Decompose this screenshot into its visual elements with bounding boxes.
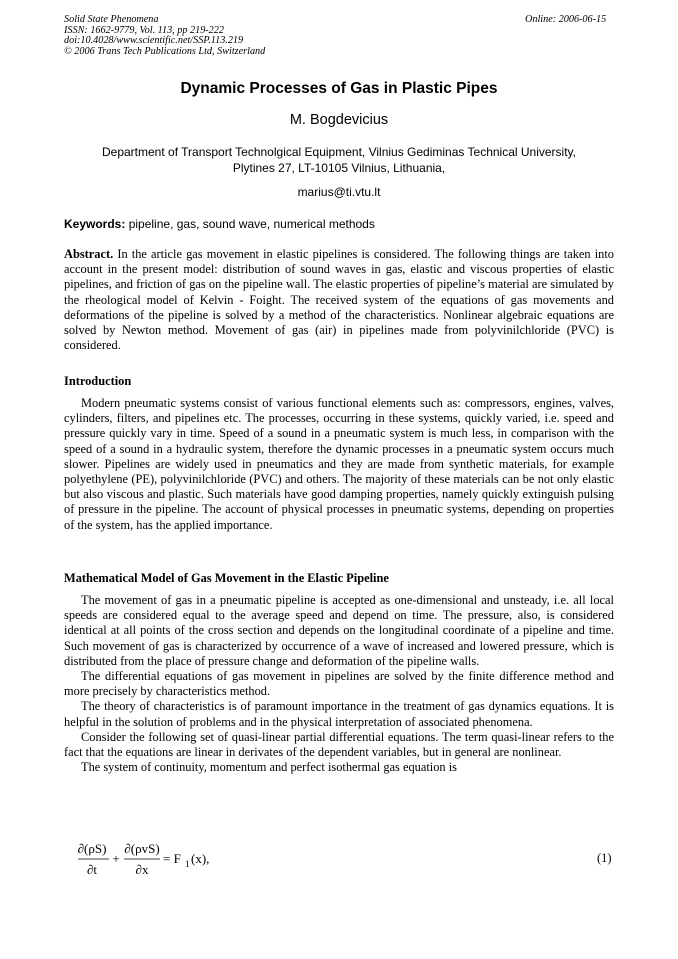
eq-denominator-1: ∂t (86, 862, 98, 877)
math-paragraph-4: Consider the following set of quasi-linear partial differential equations. The term quasi-linear refers to the fact that the equations are linear in derivates of the dependent variables, but in general are nonlinear. (64, 729, 614, 760)
paper-title: Dynamic Processes of Gas in Plastic Pipes (180, 80, 498, 97)
keywords (64, 217, 624, 231)
eq-plus: + (112, 851, 120, 866)
math-paragraph-3: The theory of characteristics is of paramount importance in the treatment of gas dynamics equations. It is helpful in the solution of problems and in the physical interpretation of associated phenomena. (64, 699, 614, 729)
copyright-line: © 2006 Trans Tech Publications Ltd, Switzerland (64, 45, 266, 57)
keywords-label: Keywords: (64, 217, 126, 231)
journal-name: Solid State Phenomena (64, 14, 159, 25)
intro-heading: Introduction (64, 374, 132, 388)
intro-paragraph: Modern pneumatic systems consist of various functional elements such as: compressors, engines, valves, cylinders, filters, and pipelines etc. The processes, occurring in these systems, quickly varied, i.e. speed and pressure quickly vary in time. Speed of a sound in a pneumatic system is much less, in comparison with the speed of a sound in a hydraulic system, therefore the dynamic processes in a pneumatic system occurs much slower. Pipelines are widely used in pneumatics and they are made from synthetic materials, for example polyethylene (PE), polyvinilchloride (PVC) and others. The majority of these materials can be not only elastic but also viscous and plastic. Such materials have good damping properties, namely quickly extinguish pulsing of pressure in the pipeline. The account of physical processes in pneumatic systems, depending on properties of the system, has the applied importance. (64, 396, 614, 532)
issn-line: ISSN: 1662-9779, Vol. 113, pp 219-222 (64, 24, 224, 36)
online-date: Online: 2006-06-15 (525, 14, 607, 25)
math-paragraph-5: The system of continuity, momentum and perfect isothermal gas equation is (81, 760, 457, 775)
journal-header (64, 15, 265, 57)
intro-section (64, 396, 614, 533)
affiliation-line-1: Department of Transport Technolgical Equipment, Vilnius Gediminas Technical University, (101, 145, 576, 159)
affiliation-line-2: Plytines 27, LT-10105 Vilnius, Lithuania, (232, 161, 446, 175)
eq-numerator-2: ∂(ρvS) (124, 841, 160, 856)
math-section (64, 593, 614, 775)
eq-subscript: 1 (185, 859, 190, 869)
abstract-label: Abstract. (64, 247, 114, 261)
keywords-text: pipeline, gas, sound wave, numerical methods (128, 217, 375, 231)
math-paragraph-2: The differential equations of gas movement in pipelines are solved by the finite difference method and more precisely by characteristics method. (64, 669, 614, 699)
math-paragraph-1: The movement of gas in a pneumatic pipeline is accepted as one-dimensional and unsteady, i.e. all local speeds are considered equal to the average speed and depend on time. The pressure, also, is considered identical at all points of the cross section and depends on the longitudinal coordinate of a pipeline and time. Such movement of gas is characterized by occurrence of a wave of increased and lowered pressure, which is distributed from the place of pressure change and deformation of the pipeline walls. (64, 593, 614, 668)
author-email[interactable]: marius@ti.vtu.lt (297, 185, 381, 199)
author-name: M. Bogdevicius (289, 112, 389, 128)
eq-argument: (x), (191, 851, 210, 866)
equation-number: (1) (597, 851, 612, 865)
abstract (64, 247, 614, 353)
eq-rhs: = F (163, 851, 181, 866)
abstract-text: In the article gas movement in elastic pipelines is considered. The following things are taken into account in the present model: distribution of sound waves in gas, elastic and viscous properties of elastic pipelines, and friction of gas on the pipeline wall. The elastic properties of pipeline’s material are simulated by the rheological model of Kelvin - Foight. The received system of the equations of gas movements and deformations of the pipeline is solved by a method of the characteristics. Nonlinear algebraic equations are solved by Newton method. Movement of gas (air) in pipelines made from polyvinilchloride (PVC) is considered. (64, 247, 614, 353)
math-heading: Mathematical Model of Gas Movement in the Elastic Pipeline (64, 571, 389, 585)
affiliation (80, 144, 598, 176)
continuity-equation (78, 838, 618, 878)
doi-line[interactable]: doi:10.4028/www.scientific.net/SSP.113.219 (64, 35, 244, 47)
eq-denominator-2: ∂x (135, 862, 149, 877)
eq-numerator-1: ∂(ρS) (78, 841, 107, 856)
